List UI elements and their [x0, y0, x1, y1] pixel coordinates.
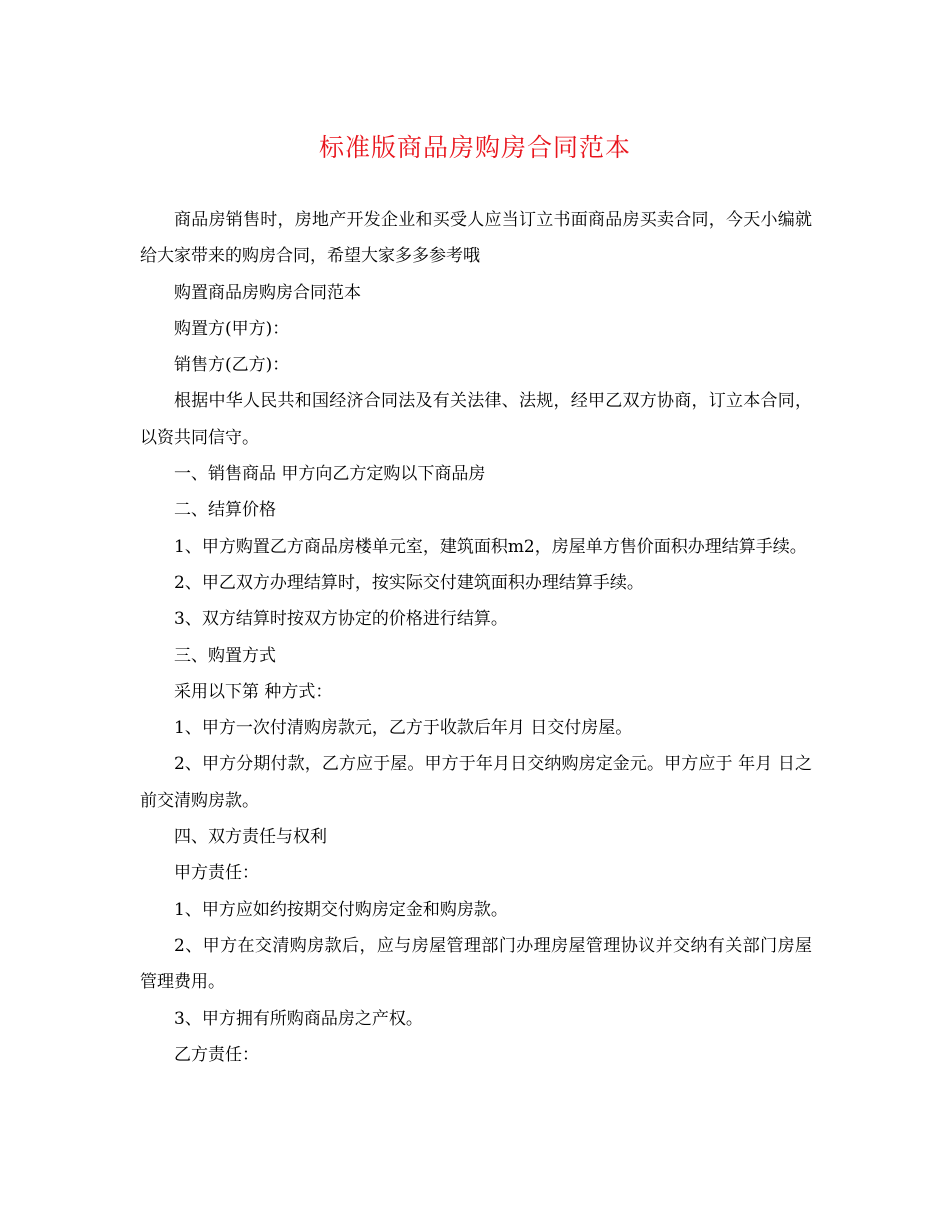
clause-buyer-duty-1: 1、甲方应如约按期交付购房定金和购房款。 [174, 899, 508, 920]
clause-price-3: 3、双方结算时按双方协定的价格进行结算。 [174, 609, 508, 630]
clause-payment-1: 1、甲方一次付清购房款元，乙方于收款后年月 日交付房屋。 [174, 718, 633, 739]
section-heading-sale: 一、销售商品 甲方向乙方定购以下商品房 [174, 464, 486, 485]
document-title: 标准版商品房购房合同范本 [318, 133, 631, 162]
clause-buyer-duty-3: 3、甲方拥有所购商品房之产权。 [174, 1008, 423, 1029]
section-heading-duties: 四、双方责任与权利 [174, 827, 327, 848]
paragraph-buyer-duties: 甲方责任： [174, 863, 259, 884]
clause-price-1: 1、甲方购置乙方商品房楼单元室，建筑面积m2，房屋单方售价面积办理结算手续。 [174, 536, 807, 557]
paragraph-preamble: 根据中华人民共和国经济合同法及有关法律、法规，经甲乙双方协商，订立本合同，以资共同信守。 [140, 391, 812, 448]
paragraph-contract-name: 购置商品房购房合同范本 [174, 282, 361, 303]
document-body [140, 202, 812, 1073]
section-heading-price: 二、结算价格 [174, 500, 276, 521]
clause-buyer-duty-2: 2、甲方在交清购房款后，应与房屋管理部门办理房屋管理协议并交纳有关部门房屋管理费用。 [140, 935, 812, 993]
clause-price-2: 2、甲乙双方办理结算时，按实际交付建筑面积办理结算手续。 [174, 572, 644, 593]
paragraph-intro: 商品房销售时，房地产开发企业和买受人应当订立书面商品房买卖合同，今天小编就给大家带来的购房合同，希望大家多多参考哦 [140, 210, 812, 267]
paragraph-seller: 销售方(乙方)： [174, 355, 290, 376]
paragraph-buyer: 购置方(甲方)： [174, 318, 290, 339]
paragraph-payment-choice: 采用以下第 种方式： [174, 681, 333, 702]
clause-payment-2: 2、甲方分期付款，乙方应于屋。甲方于年月日交纳购房定金元。甲方应于 年月 日之前交清购房款。 [140, 754, 812, 811]
paragraph-seller-duties: 乙方责任： [174, 1044, 259, 1065]
section-heading-payment: 三、购置方式 [174, 645, 276, 666]
